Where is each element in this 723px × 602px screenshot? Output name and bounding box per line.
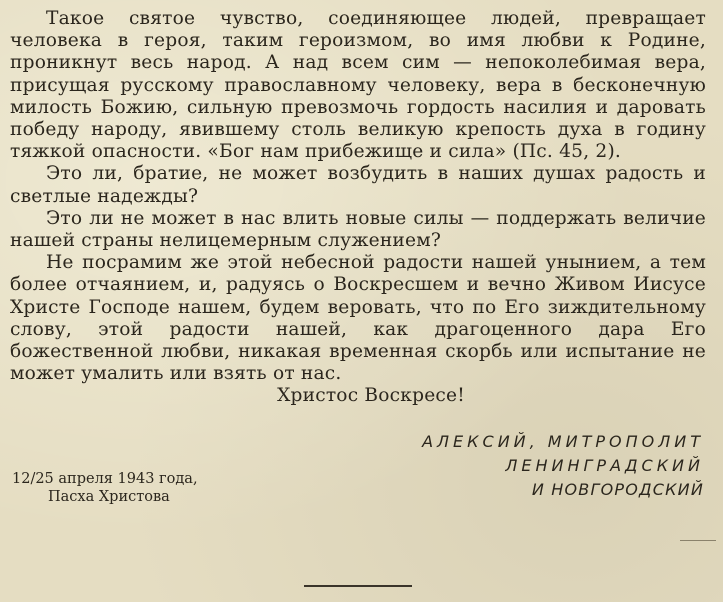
paragraph-1: Такое святое чувство, соединяющее людей, превращает человека в героя, таким героизмом, во имя любви к Родине, проникнут весь народ. А над всем сим — непоколебимая вера, присущая русскому православному человеку, вера в бесконечную милость Божию, сильную превозмочь гордость насилия и даровать победу народу, явившему столь великую крепость духа в годину тяжкой опасности. «Бог нам прибежище и сила» (Пс. 45, 2). xyxy=(10,8,706,163)
occasion-text: Пасха Христова xyxy=(48,489,170,505)
paragraph-3: Это ли не может в нас влить новые силы — поддержать величие нашей страны нелицемерным служением? xyxy=(10,207,706,252)
signature-block xyxy=(230,430,704,502)
dateline xyxy=(12,470,198,506)
closing-rule xyxy=(304,585,412,587)
article-body xyxy=(10,8,706,408)
signature-line-1: АЛЕКСИЙ, МИТРОПОЛИТ ЛЕНИНГРАДСКИЙ xyxy=(422,432,704,475)
date-text: 12/25 апреля 1943 года, xyxy=(12,471,198,487)
edge-rule xyxy=(680,540,716,541)
easter-greeting: Христос Воскресе! xyxy=(277,385,465,407)
paragraph-4: Не посрамим же этой небесной радости нашей унынием, а тем более отчаянием, и, радуясь о Воскресшем и вечно Живом Иисусе Христе Господе нашем, будем веровать, что по Его зиждительному слову, этой радости нашей, как драгоценного дара Его божественной любви, никакая временная скорбь или испытание не может умалить или взять от нас. xyxy=(10,252,706,385)
signature-line-2: И НОВГОРОДСКИЙ xyxy=(531,480,704,499)
paragraph-2: Это ли, братие, не может возбудить в наших душах радость и светлые надежды? xyxy=(10,163,706,207)
